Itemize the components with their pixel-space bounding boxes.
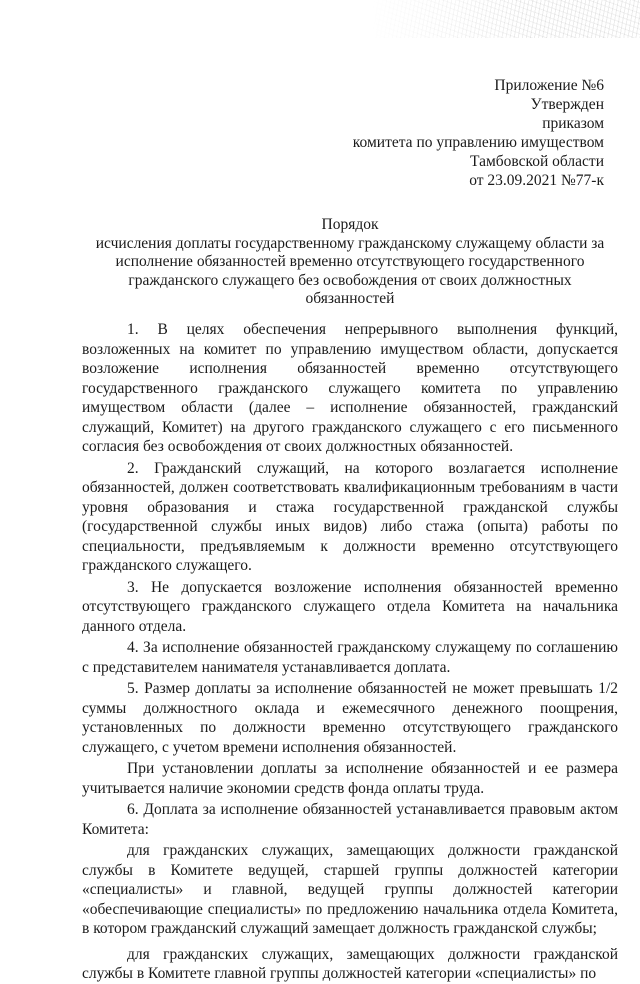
title-line: исполнение обязанностей временно отсутствующего государственного [115, 253, 585, 270]
scan-noise [370, 0, 640, 38]
paragraph-4: 4. За исполнение обязанностей гражданскому служащему по соглашению с представителем нанимателя устанавливается доплата. [82, 639, 618, 676]
paragraph-6-item-2: для гражданских служащих, замещающих должности гражданской службы в Комитете главной группы должностей категории «специалисты» по [82, 945, 618, 982]
approval-line: Тамбовской области [470, 153, 604, 170]
approval-line: Утвержден [530, 96, 604, 113]
approval-line: комитета по управлению имуществом [352, 134, 604, 151]
title-line: исчисления доплаты государственному гражданскому служащему области за [95, 234, 605, 252]
paragraph-1: 1. В целях обеспечения непрерывного выполнения функций, возложенных на комитет по управлению имуществом области, допускается возложение исполнения обязанностей временно отсутствующего государственного гражданского служащего комитета по управлению имуществом области (далее – исполнение обязанностей, гражданский служащий, Комитет) на другого гражданского служащего с его письменного согласия без освобождения от своих должностных обязанностей. [82, 321, 618, 455]
document-body [82, 320, 618, 984]
title-line: гражданского служащего без освобождения от своих должностных [128, 271, 572, 289]
title-line: обязанностей [305, 290, 395, 307]
document-title [82, 216, 618, 309]
paragraph-6: 6. Доплата за исполнение обязанностей устанавливается правовым актом Комитета: [82, 801, 618, 838]
approval-line: приказом [542, 115, 604, 132]
approval-block [353, 76, 604, 190]
paragraph-3: 3. Не допускается возложение исполнения обязанностей временно отсутствующего гражданского служащего отдела Комитета на начальника данного отдела. [82, 578, 618, 635]
approval-line: от 23.09.2021 №77-к [469, 172, 604, 189]
paragraph-5-note: При установлении доплаты за исполнение обязанностей и ее размера учитывается наличие экономии средств фонда оплаты труда. [82, 760, 618, 797]
approval-line: Приложение №6 [494, 77, 604, 94]
title-heading: Порядок [321, 216, 379, 233]
paragraph-6-item-1: для гражданских служащих, замещающих должности гражданской службы в Комитете ведущей, старшей группы должностей категории «специалисты» и главной, ведущей группы должностей категории «обеспечивающие специалисты» по предложению начальника отдела Комитета, в котором гражданский служащий замещает должность гражданской службы; [82, 842, 618, 937]
paragraph-5: 5. Размер доплаты за исполнение обязанностей не может превышать 1/2 суммы должностного оклада и ежемесячного денежного поощрения, установленных по должности временно отсутствующего гражданского служащего, с учетом времени исполнения обязанностей. [82, 680, 618, 756]
paragraph-2: 2. Гражданский служащий, на которого возлагается исполнение обязанностей, должен соответствовать квалификационным требованиям в части уровня образования и стажа государственной гражданской службы (государственной службы иных видов) либо стажа (опыта) работы по специальности, предъявляемым к должности временно отсутствующего гражданского служащего. [82, 459, 618, 574]
